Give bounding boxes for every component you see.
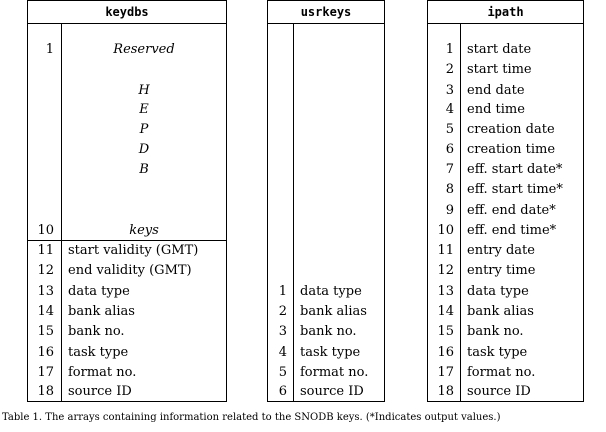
row-number: 12 <box>37 263 54 278</box>
row-label: P <box>139 122 149 137</box>
row-label: bank no. <box>300 324 357 339</box>
row-number: 14 <box>437 304 454 319</box>
column-divider <box>460 23 461 401</box>
row-number: 4 <box>278 345 287 360</box>
row-label: bank alias <box>467 304 534 319</box>
row-label: source ID <box>68 384 132 399</box>
row-number: 11 <box>37 243 54 258</box>
row-number: 6 <box>445 142 454 157</box>
usrkeys-header: usrkeys <box>268 1 384 24</box>
row-label: start validity (GMT) <box>68 243 199 258</box>
row-number: 15 <box>437 324 454 339</box>
row-number: 2 <box>445 62 454 77</box>
row-number: 12 <box>437 263 454 278</box>
column-divider <box>61 23 62 401</box>
row-label: task type <box>467 345 528 360</box>
row-label: bank alias <box>68 304 135 319</box>
row-number: 18 <box>37 384 54 399</box>
row-number: 10 <box>37 223 54 238</box>
row-number: 5 <box>278 365 287 380</box>
row-label: H <box>138 83 150 98</box>
row-label: data type <box>300 284 362 299</box>
row-label: keys <box>129 223 159 238</box>
row-label: eff. start date* <box>467 162 563 177</box>
row-label: eff. end time* <box>467 223 557 238</box>
row-number: 13 <box>37 284 54 299</box>
row-number: 3 <box>278 324 287 339</box>
row-number: 7 <box>445 162 454 177</box>
row-number: 16 <box>437 345 454 360</box>
row-label: data type <box>467 284 529 299</box>
table-caption: Table 1. The arrays containing information related to the SNODB keys. (*Indicates output values.) <box>2 412 501 423</box>
ipath-table <box>427 0 584 402</box>
row-number: 1 <box>45 42 54 57</box>
row-number: 11 <box>437 243 454 258</box>
row-label: data type <box>68 284 130 299</box>
row-label: end time <box>467 102 525 117</box>
row-label: Reserved <box>113 42 175 57</box>
row-number: 10 <box>437 223 454 238</box>
row-number: 2 <box>278 304 287 319</box>
row-label: entry time <box>467 263 536 278</box>
row-label: eff. end date* <box>467 203 556 218</box>
row-label: end date <box>467 83 525 98</box>
row-number: 9 <box>445 203 454 218</box>
row-number: 8 <box>445 182 454 197</box>
row-label: format no. <box>467 365 536 380</box>
row-number: 16 <box>37 345 54 360</box>
row-label: format no. <box>68 365 137 380</box>
row-number: 13 <box>437 284 454 299</box>
row-number: 17 <box>437 365 454 380</box>
row-label: entry date <box>467 243 535 258</box>
row-label: eff. start time* <box>467 182 563 197</box>
row-number: 1 <box>278 284 287 299</box>
row-label: start date <box>467 42 532 57</box>
row-number: 17 <box>37 365 54 380</box>
row-number: 15 <box>37 324 54 339</box>
row-number: 4 <box>445 102 454 117</box>
row-label: start time <box>467 62 532 77</box>
row-label: format no. <box>300 365 369 380</box>
column-divider <box>293 23 294 401</box>
row-number: 1 <box>445 42 454 57</box>
row-label: bank no. <box>68 324 125 339</box>
row-label: creation time <box>467 142 556 157</box>
keydbs-header: keydbs <box>28 1 226 24</box>
row-label: bank alias <box>300 304 367 319</box>
row-label: task type <box>68 345 129 360</box>
row-label: source ID <box>467 384 531 399</box>
row-number: 18 <box>437 384 454 399</box>
keydbs-table <box>27 0 227 402</box>
row-label: end validity (GMT) <box>68 263 192 278</box>
row-number: 5 <box>445 122 454 137</box>
usrkeys-table <box>267 0 385 402</box>
row-number: 14 <box>37 304 54 319</box>
ipath-header: ipath <box>428 1 583 24</box>
row-label: B <box>139 162 149 177</box>
row-label: E <box>139 102 149 117</box>
row-label: creation date <box>467 122 555 137</box>
row-label: source ID <box>300 384 364 399</box>
row-label: task type <box>300 345 361 360</box>
row-label: D <box>138 142 150 157</box>
row-number: 3 <box>445 83 454 98</box>
row-label: bank no. <box>467 324 524 339</box>
row-number: 6 <box>278 384 287 399</box>
